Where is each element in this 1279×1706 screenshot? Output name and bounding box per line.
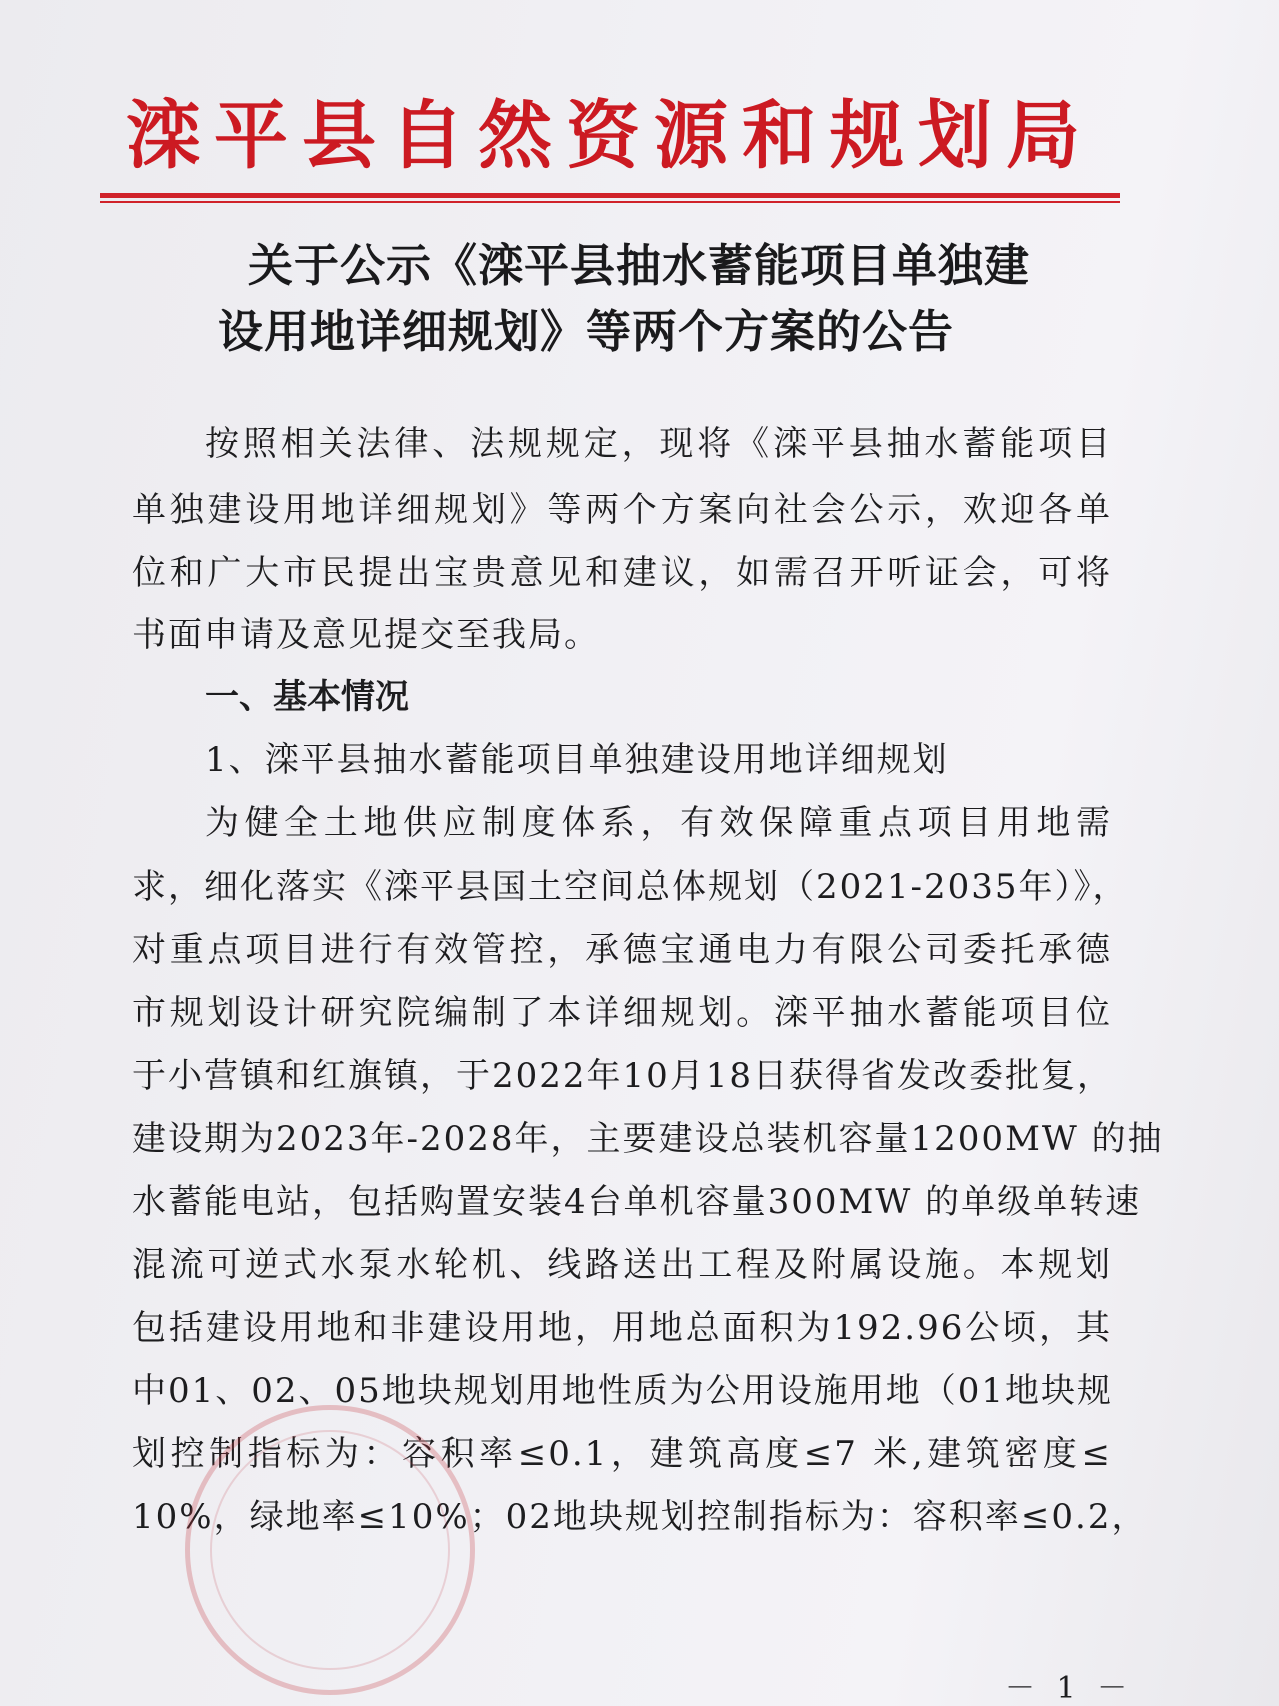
paragraph-line: 对重点项目进行有效管控，承德宝通电力有限公司委托承德 [132,930,1112,970]
letterhead-red-rule [100,193,1120,198]
paragraph-line: 按照相关法律、法规规定，现将《滦平县抽水蓄能项目 [205,424,1112,464]
paragraph-line: 位和广大市民提出宝贵意见和建议，如需召开听证会，可将 [132,553,1112,593]
paragraph-line: 于小营镇和红旗镇，于2022年10月18日获得省发改委批复， [132,1056,1114,1096]
paragraph-line: 建设期为2023年-2028年，主要建设总装机容量1200MW 的抽 [132,1119,1164,1159]
page-number: － 1 － [1005,1671,1134,1706]
section-heading: 一、基本情况 [205,677,409,717]
paragraph-line: 市规划设计研究院编制了本详细规划。滦平抽水蓄能项目位 [132,993,1112,1033]
paragraph-line: 混流可逆式水泵水轮机、线路送出工程及附属设施。本规划 [132,1245,1112,1285]
paragraph-line: 中01、02、05地块规划用地性质为公用设施用地（01地块规 [132,1371,1114,1411]
letterhead-title: 滦平县自然资源和规划局 [126,93,1094,179]
notice-title-line-2: 设用地详细规划》等两个方案的公告 [218,305,955,358]
paragraph-line: 10%，绿地率≤10%；02地块规划控制指标为：容积率≤0.2， [132,1497,1148,1537]
paragraph-line: 水蓄能电站，包括购置安装4台单机容量300MW 的单级单转速 [132,1182,1142,1222]
official-seal-stamp [185,1405,475,1695]
official-seal-inner-ring [210,1430,450,1670]
paragraph-line: 求，细化落实《滦平县国土空间总体规划（2021-2035年）》， [132,867,1129,907]
paragraph-line: 划控制指标为：容积率≤0.1，建筑高度≤7 米,建筑密度≤ [132,1434,1112,1474]
notice-title-line-1: 关于公示《滦平县抽水蓄能项目单独建 [248,239,1031,292]
paragraph-line: 单独建设用地详细规划》等两个方案向社会公示，欢迎各单 [132,490,1112,530]
paragraph-line: 包括建设用地和非建设用地，用地总面积为192.96公顷，其 [132,1308,1112,1348]
paragraph-line: 书面申请及意见提交至我局。 [132,615,600,655]
paragraph-line: 为健全土地供应制度体系，有效保障重点项目用地需 [205,803,1112,843]
letterhead-red-rule-thin [100,201,1120,203]
item-title: 1、滦平县抽水蓄能项目单独建设用地详细规划 [205,740,949,780]
